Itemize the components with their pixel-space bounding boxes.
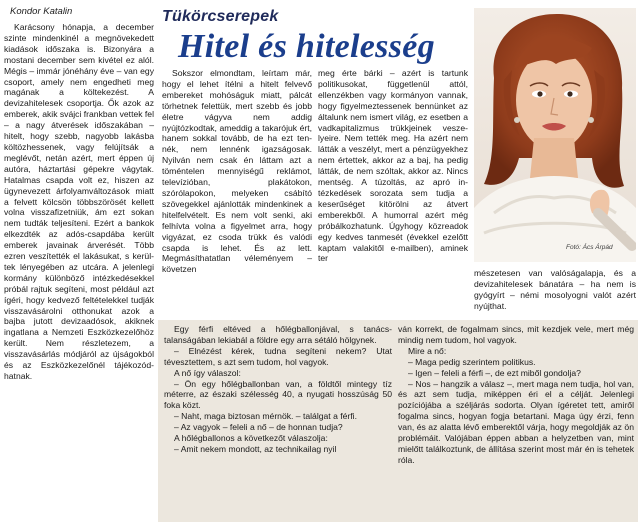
anecdote-paragraph: – Az vagyok – feleli a nő – de honnan tudja? (174, 422, 343, 433)
anecdote-left-column (164, 324, 392, 455)
author-name: Kondor Katalin (10, 6, 73, 17)
middle-column-text (162, 68, 312, 275)
anecdote-paragraph: – Naht, maga biztosan mérnök. – találgat a férfi. (174, 411, 357, 422)
anecdote-paragraph: Egy férfi eltéved a hőlégballonjával, s tanácstalanságában lekiabál a földre egy arra sétáló hölgynek. (164, 324, 392, 345)
anecdote-paragraph: – Igen – feleli a férfi –, de ezt miből gondolja? (408, 367, 581, 378)
headline: Hitel és hitelesség (178, 28, 435, 65)
anecdote-paragraph: – Amit nekem mondott, az technikailag nyil (174, 443, 337, 454)
photo-signature: Fotó: Ács Árpád (566, 244, 613, 251)
anecdote-paragraph: – Elnézést kérek, tudna segíteni nekem? Utat tévesztettem, s azt sem tudom, hol vagyok. (164, 345, 392, 367)
paragraph: Sokszor elmondtam, leírtam már, hogy el lehet ítélni a hitelt felvevő embereket mohóságuk miatt, pálcát törhetnek felettük, mert szebb és jobb életre vágyva nem addig nyújtózkodtak, ameddig a takarójuk ért, hanem sokkal tovább, de ha ezt tennék, nem lennénk igazságosak. Nyilván nem csak én láttam azt a töméntelen mennyiségű reklámot, televízióban, plakátokon, szórólapokon, melyeken csábító szövegekkel ajánlották mindenkinek a hitelfelvételt. Es nem volt senki, aki felhívta volna a figyelmet arra, hogy vigyázat, ez csoda trükk és valódi csapda is lehet. És az lett. Megmásíthatatlan véleményem – követzen (162, 68, 312, 275)
paragraph: mészetesen van valóságalapja, és a devizahitelesek bánatára – ha nem is gyógyírt – némi mosolyogni valót azért nyújthat. (474, 268, 636, 311)
right-column-text (474, 268, 636, 312)
portrait-illustration (474, 8, 636, 262)
anecdote-right-column (398, 324, 634, 466)
anecdote-paragraph: A hőlégballonos a következőt válaszolja: (174, 433, 328, 444)
anecdote-paragraph: Mire a nő: (408, 345, 447, 356)
left-column-text (4, 22, 154, 522)
anecdote-paragraph: ván korrekt, de fogalmam sincs, mit kezdjek vele, mert még mindig nem tudom, hol vagyok. (398, 324, 634, 345)
anecdote-paragraph: A nő így válaszol: (174, 367, 241, 378)
anecdote-paragraph: – Ön egy hőlégballonban van, a földtől mintegy tíz méterre, az északi szélesség 40, a nyugati hosszúság 50 foka közt. (164, 378, 392, 411)
column-title: Tükörcserepek (162, 8, 279, 25)
paragraph: Karácsony hónapja, a december szinte mindenkinél a megnövekedett kiadások időszaka is. Bizonyára a mostani december sem kivétel ez alól. Mégis – immár jónéhány éve – van egy csoport, amely nem engedheti meg magának a költekezést. A devizahitelesek csoportja. Ők azok az emberek, akik svájci frankban vettek fel – a nagy átverések időszakában – hitelt, hogy szebb, nagyobb lakásba költözhessenek, vagy felújítsák a meglévőt, netán azért, mert éppen új autóra, háztartási gépekre vágytak. Hatalmas csapda volt ez, hiszen az ügynevezett árfolyamváltozások miatt a felvett kölcsön többszörösét kellett volna visszafizetniük, ám ezt sokan nem tudták teljesíteni. Ezért a bankok elkezdték az adós-csapdába került emberek javainak árverését. Több ezren veszítették el lakásukat, s kerültek lényegében az utcára. A jelenlegi kormány különböző intézkedésekkel próbál rajtuk segíteni, most például azt ígéri, hogy kedvező feltételekkel tudják visszavásárolni otthonukat azok a bajba jutott devizaadósok, akiknek ingatlana a Nemzeti Eszközkezelőhöz került. Nem részletezem, a visszavásárlás módjáról az újságokból és az Eszközkezelőnél tájékozódhatnak. (4, 22, 154, 381)
portrait-photo (474, 8, 636, 262)
anecdote-paragraph: – Maga pedig szerintem politikus. (408, 356, 536, 367)
second-middle-column-text (318, 68, 468, 264)
paragraph: meg érte bárki – azért is tartunk politikusokat, függetlenül attól, ellenzékben vagy kormányon vannak, hogy figyelmeztessenek bennünket az általunk nem ismert világ, ez esetben a vadkapitalizmus trükkjeinek veszelyeire. Nem tették meg. Ha azért nem látták a veszélyt, mert a pénzügyekhez nem értettek, akkor az a baj, ha pedig látták, de nem szóltak, akkor az. Nincs mentség. A túzoltás, az apró intézkedések sorozata sem tudja a keserűséget kitörölni az átvert emberekből. A humorral azért még próbálkozhatunk. Úgyhogy közreadok egy kedves tanmesét (évekkel ezelőtt kaptam valakitől e-mailben), aminek ter (318, 68, 468, 264)
anecdote-paragraph: – Nos – hangzik a válasz –, mert maga nem tudja, hol van, és azt sem tudja, miképpen éri el a célját. Jelenlegi pozíciójába a széljárás sodorta. Olyan ígéretet tett, amiről fogalma sincs, hogyan fogja betartani. Maga úgy érzi, fenn van, és az alatta lévő emberektől várja, hogy megoldják az ön problémáit. Valójában éppen abban a helyzetben van, mint mielőtt találkoztunk, de állítása szerint most már én is tehetek róla. (398, 378, 634, 465)
